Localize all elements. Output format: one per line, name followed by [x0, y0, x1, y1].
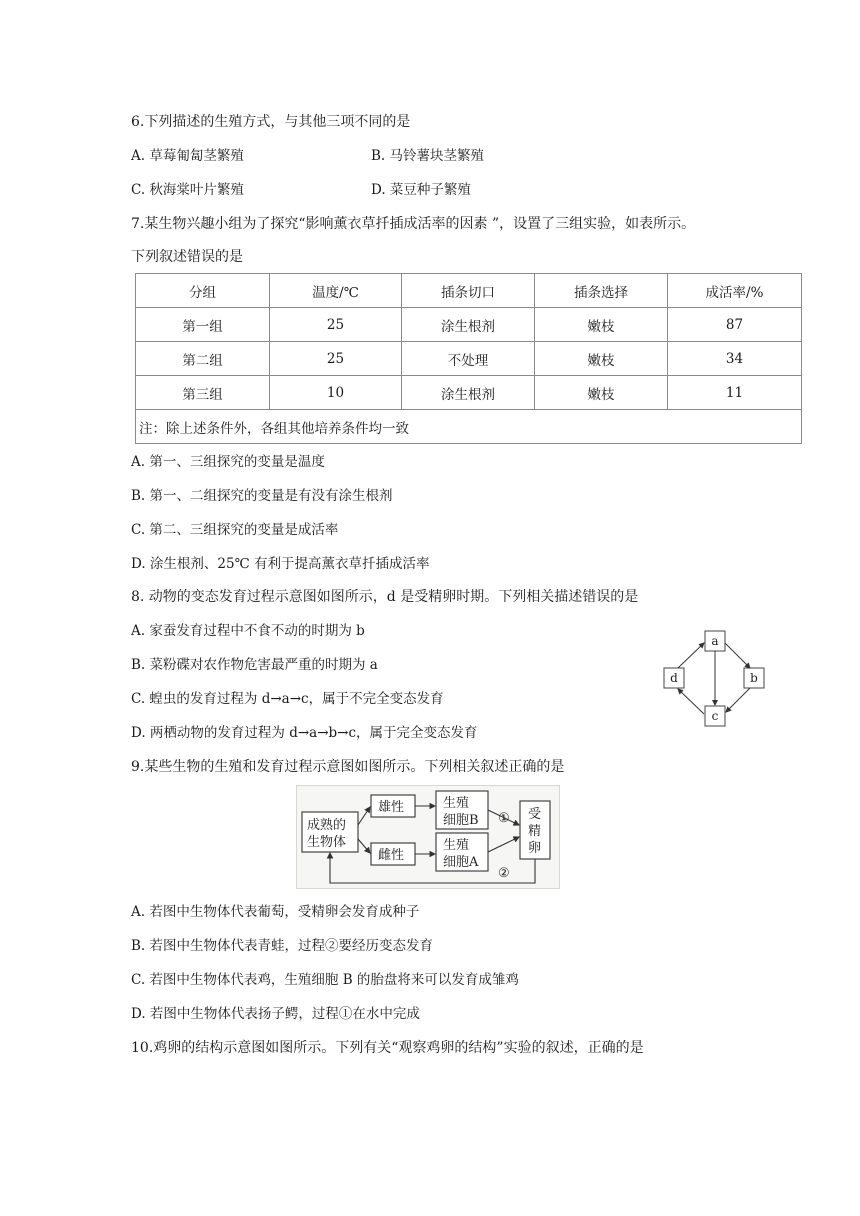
table-header-cell: 插条切口 — [402, 274, 535, 308]
q7-option-d: D. 涂生根剂、25℃ 有利于提高薰衣草扦插成活率 — [131, 556, 430, 572]
q7-option-a: A. 第一、三组探究的变量是温度 — [131, 454, 325, 470]
table-header-cell: 成活率/% — [668, 274, 802, 308]
table-header-cell: 温度/℃ — [270, 274, 402, 308]
table-cell: 87 — [668, 308, 802, 342]
q6-option-a: A. 草莓匍匐茎繁殖 — [131, 148, 244, 164]
table-note-row — [136, 410, 802, 444]
q8-option-d: D. 两栖动物的发育过程为 d→a→b→c，属于完全变态发育 — [131, 725, 478, 741]
table-header-cell: 分组 — [136, 274, 270, 308]
q8-stem: 8. 动物的变态发育过程示意图如图所示，d 是受精卵时期。下列相关描述错误的是 — [131, 589, 639, 605]
q9-option-a: A. 若图中生物体代表葡萄，受精卵会发育成种子 — [131, 904, 420, 920]
table-cell: 第一组 — [136, 308, 270, 342]
node-c-label: c — [711, 709, 719, 723]
cell-b-label-2: 细胞B — [443, 813, 479, 828]
q10-stem: 10.鸡卵的结构示意图如图所示。下列有关“观察鸡卵的结构”实验的叙述，正确的是 — [131, 1040, 644, 1056]
arrow-b-to-c — [726, 688, 750, 712]
metamorphosis-diagram — [658, 628, 770, 732]
table-cell: 嫩枝 — [535, 376, 668, 410]
table-row — [136, 342, 802, 376]
q6-option-c: C. 秋海棠叶片繁殖 — [131, 182, 244, 198]
table-cell: 第三组 — [136, 376, 270, 410]
q7-stem-line1: 7.某生物兴趣小组为了探究“影响薰衣草扦插成活率的因素 ”，设置了三组实验，如表所示。 — [131, 216, 696, 232]
arrow-d-to-a — [678, 643, 704, 668]
organism-label-1: 成熟的 — [307, 818, 347, 833]
q7-option-b: B. 第一、二组探究的变量是有没有涂生根剂 — [131, 488, 393, 504]
table-cell: 嫩枝 — [535, 342, 668, 376]
zygote-label-1: 受 — [528, 807, 542, 822]
cell-b-label-1: 生殖 — [443, 796, 470, 811]
q9-option-c: C. 若图中生物体代表鸡，生殖细胞 B 的胎盘将来可以发育成雏鸡 — [131, 972, 519, 988]
reproduction-diagram — [296, 785, 560, 889]
q9-option-b: B. 若图中生物体代表青蛙，过程②要经历变态发育 — [131, 938, 434, 954]
arrow-a-to-b — [725, 643, 750, 668]
experiment-table — [135, 273, 802, 444]
q6-stem: 6.下列描述的生殖方式，与其他三项不同的是 — [131, 114, 411, 130]
zygote-label-2: 精 — [528, 824, 542, 839]
table-cell: 34 — [668, 342, 802, 376]
table-cell: 25 — [270, 342, 402, 376]
male-label: 雄性 — [378, 800, 405, 815]
q9-stem: 9.某些生物的生殖和发育过程示意图如图所示。下列相关叙述正确的是 — [131, 759, 565, 775]
female-label: 雌性 — [378, 848, 405, 863]
q8-option-c: C. 蝗虫的发育过程为 d→a→c，属于不完全变态发育 — [131, 691, 444, 707]
table-cell: 25 — [270, 308, 402, 342]
step-1-label: ① — [498, 811, 510, 826]
step-2-label: ② — [498, 866, 510, 881]
table-cell: 涂生根剂 — [402, 308, 535, 342]
table-header-row — [136, 274, 802, 308]
q6-option-d: D. 菜豆种子繁殖 — [371, 182, 471, 198]
node-b-label: b — [750, 671, 758, 685]
table-cell: 11 — [668, 376, 802, 410]
q6-option-b: B. 马铃薯块茎繁殖 — [371, 148, 485, 164]
table-note: 注：除上述条件外，各组其他培养条件均一致 — [136, 410, 802, 444]
q7-stem-line2: 下列叙述错误的是 — [131, 249, 243, 265]
table-cell: 涂生根剂 — [402, 376, 535, 410]
table-row — [136, 376, 802, 410]
node-a-label: a — [711, 634, 719, 648]
arrow-c-to-d — [678, 689, 704, 714]
organism-label-2: 生物体 — [307, 835, 347, 850]
table-cell: 第二组 — [136, 342, 270, 376]
q9-option-d: D. 若图中生物体代表扬子鳄，过程①在水中完成 — [131, 1006, 420, 1022]
zygote-label-3: 卵 — [528, 841, 542, 856]
table-header-cell: 插条选择 — [535, 274, 668, 308]
table-row — [136, 308, 802, 342]
cell-a-label-1: 生殖 — [443, 838, 470, 853]
cell-a-label-2: 细胞A — [443, 855, 479, 870]
table-cell: 10 — [270, 376, 402, 410]
q8-option-a: A. 家蚕发育过程中不食不动的时期为 b — [131, 623, 365, 639]
q8-option-b: B. 菜粉碟对农作物危害最严重的时期为 a — [131, 657, 378, 673]
node-d-label: d — [670, 671, 678, 685]
table-cell: 嫩枝 — [535, 308, 668, 342]
q7-option-c: C. 第二、三组探究的变量是成活率 — [131, 522, 339, 538]
table-cell: 不处理 — [402, 342, 535, 376]
